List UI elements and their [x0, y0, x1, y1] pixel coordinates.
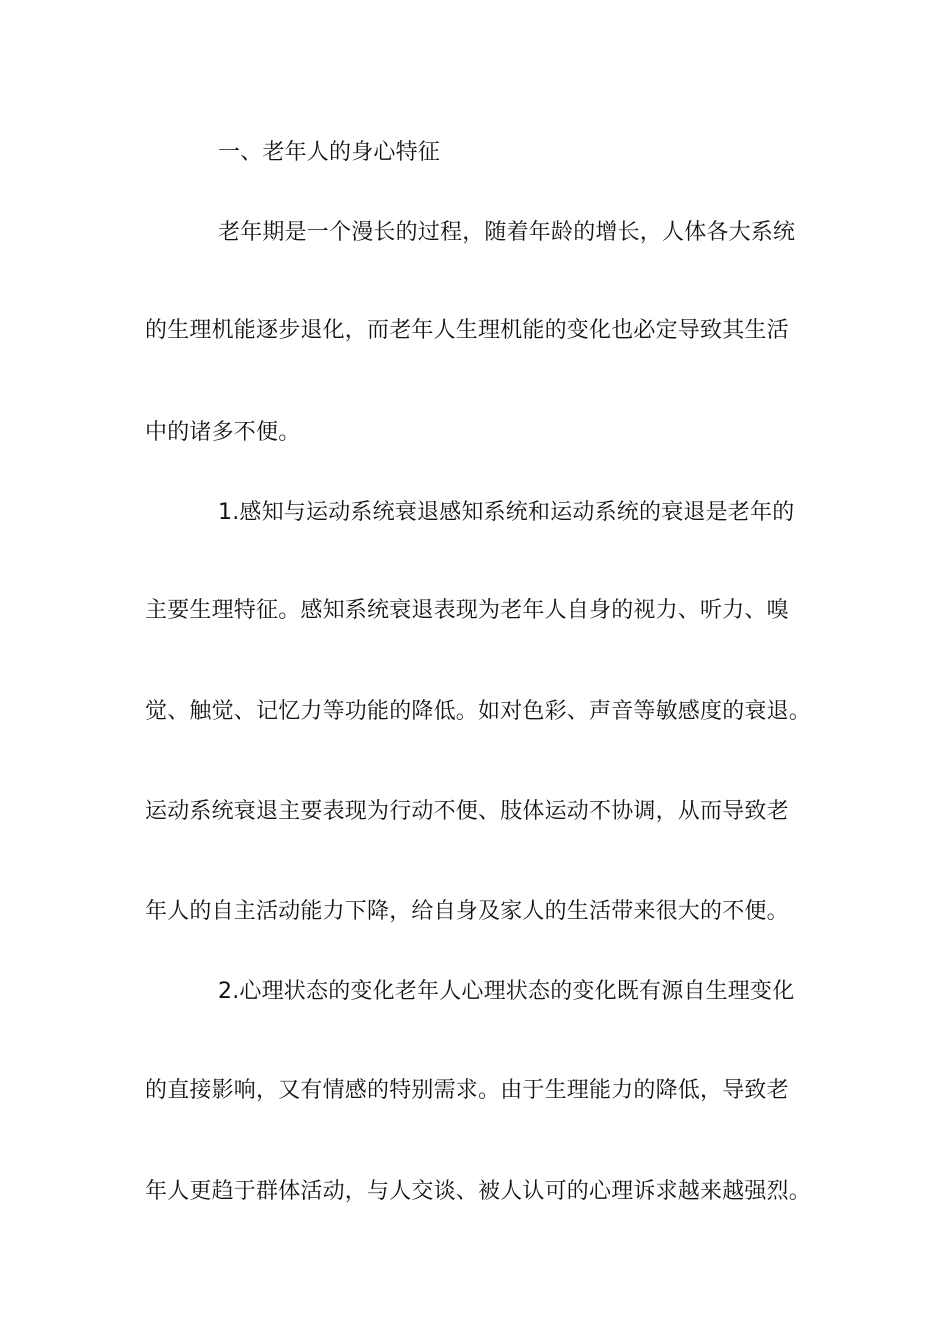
- paragraph-1-line-3: 中的诸多不便。: [145, 420, 301, 445]
- paragraph-2-line-5: 年人的自主活动能力下降，给自身及家人的生活带来很大的不便。: [145, 899, 789, 924]
- paragraph-2-line-3: 觉、触觉、记忆力等功能的降低。如对色彩、声音等敏感度的衰退。: [145, 699, 812, 724]
- paragraph-2-line-1: 1.感知与运动系统衰退感知系统和运动系统的衰退是老年的: [218, 500, 795, 525]
- section-heading: 一、老年人的身心特征: [218, 140, 441, 165]
- paragraph-2-line-2: 主要生理特征。感知系统衰退表现为老年人自身的视力、听力、嗅: [145, 598, 789, 623]
- paragraph-3-line-1: 2.心理状态的变化老年人心理状态的变化既有源自生理变化: [218, 979, 795, 1004]
- paragraph-3-line-3: 年人更趋于群体活动，与人交谈、被人认可的心理诉求越来越强烈。: [145, 1179, 812, 1204]
- paragraph-2-line-4: 运动系统衰退主要表现为行动不便、肢体运动不协调，从而导致老: [145, 799, 789, 824]
- paragraph-3-line-2: 的直接影响，又有情感的特别需求。由于生理能力的降低，导致老: [145, 1078, 789, 1103]
- paragraph-1-line-1: 老年期是一个漫长的过程，随着年龄的增长，人体各大系统: [218, 220, 796, 245]
- paragraph-1-line-2: 的生理机能逐步退化，而老年人生理机能的变化也必定导致其生活: [145, 318, 789, 343]
